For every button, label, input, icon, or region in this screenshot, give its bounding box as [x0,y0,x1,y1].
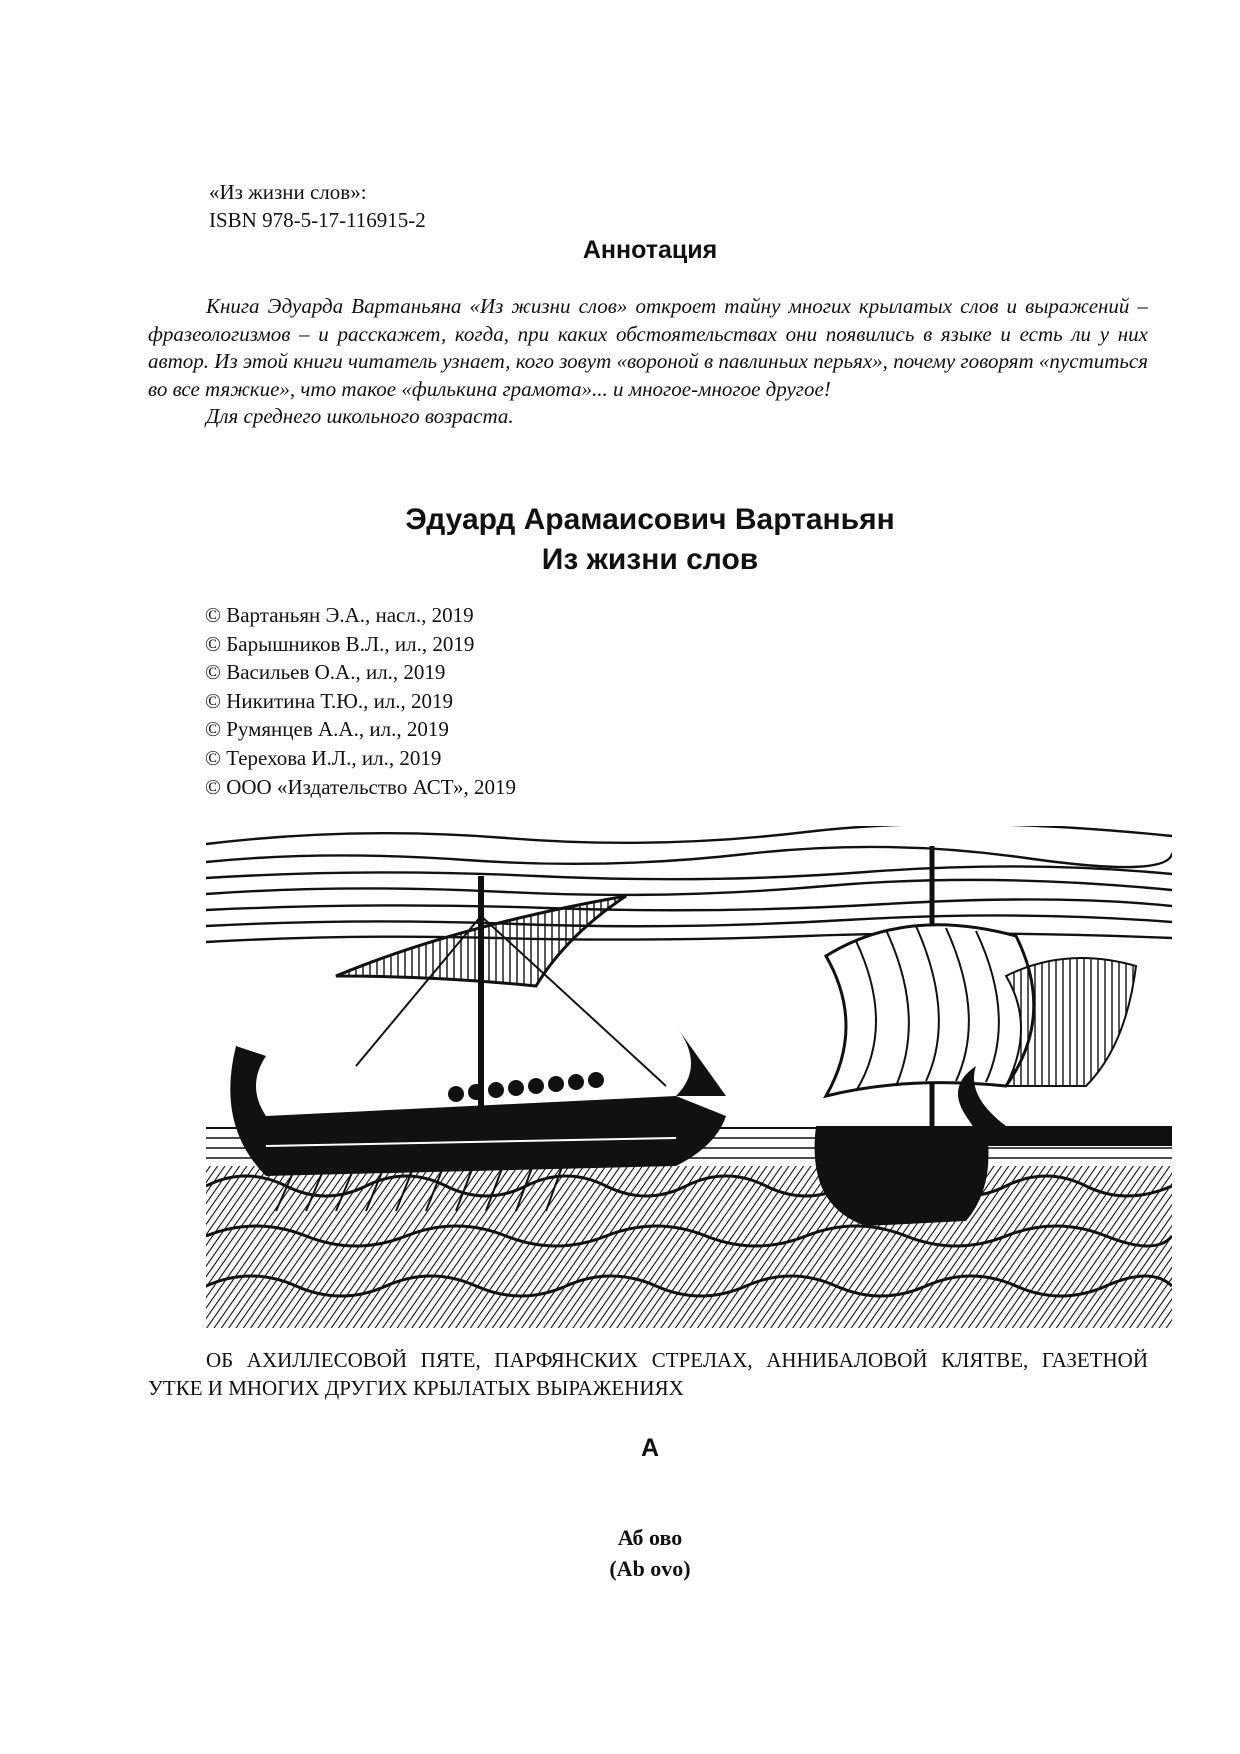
entry-latin: (Ab ovo) [609,1556,691,1581]
entry-heading [0,1522,1240,1584]
isbn-block [209,178,426,234]
copyright-line: © Вартаньян Э.А., насл., 2019 [205,603,474,627]
annotation-text [148,293,1148,431]
copyright-line: © ООО «Издательство АСТ», 2019 [205,774,516,799]
copyright-line: © Барышников В.Л., ил., 2019 [205,631,475,656]
book-reference: «Из жизни слов»: [209,180,367,204]
copyright-line: © Терехова И.Л., ил., 2019 [205,745,442,770]
annotation-paragraph: Книга Эдуарда Вартаньяна «Из жизни слов» откроет тайну многих крылатых слов и выражений – фразеологизмов – и расскажет, когда, при каких обстоятельствах они появились в языке и есть ли у них автор. Из этой книги читатель узнает, кого зовут «вороной в павлиньих перьях», почему говорят «пуститься во все тяжкие», что такое «филькина грамота»... и многое-многое другое! [148,294,1148,401]
copyright-line: © Васильев О.А., ил., 2019 [205,660,446,685]
copyright-list [205,601,516,801]
annotation-paragraph: Для среднего школьного возраста. [206,404,514,429]
sky-clouds [206,826,1172,942]
alphabet-letter-heading: А [640,1434,660,1462]
section-subtitle: ОБ АХИЛЛЕСОВОЙ ПЯТЕ, ПАРФЯНСКИХ СТРЕЛАХ, АННИБАЛОВОЙ КЛЯТВЕ, ГАЗЕТНОЙ УТКЕ И МНОГИХ ДРУГИХ КРЫЛАТЫХ ВЫРАЖЕНИЯХ [148,1348,1148,1400]
entry-title: Аб ово [617,1525,683,1550]
ships-illustration [206,826,1172,1328]
book-title-block [0,500,1240,580]
book-title: Из жизни слов [541,543,759,576]
isbn: ISBN 978-5-17-116915-2 [209,208,426,232]
author-name: Эдуард Арамаисович Вартаньян [405,503,895,536]
annotation-heading: Аннотация [582,236,718,264]
copyright-line: © Никитина Т.Ю., ил., 2019 [205,688,454,713]
copyright-line: © Румянцев А.А., ил., 2019 [205,717,449,742]
